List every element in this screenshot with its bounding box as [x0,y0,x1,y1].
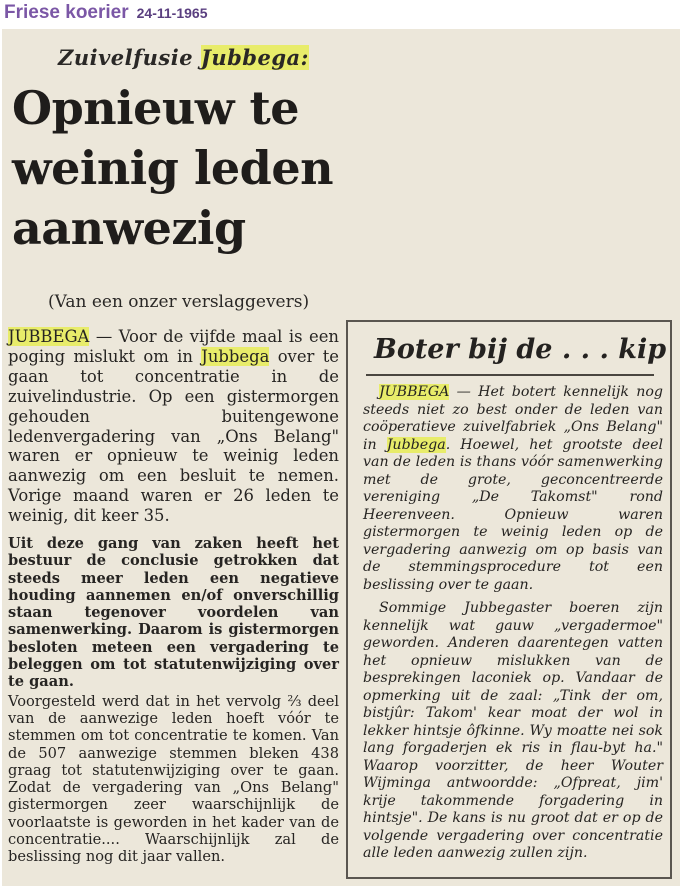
sidebar-rule [366,374,654,376]
article-paragraph: Uit deze gang van zaken heeft het bestuur de conclusie getrokken dat steeds meer leden een negatieve houding aannemen en/of onverschillig staan tegenover voordelen van samenwerking. Daarom is gistermorgen besloten meteen een vergadering te beleggen om tot statutenwijziging over te gaan. [8,535,339,691]
kicker-place-highlight: Jubbega: [200,45,309,70]
headline-line: weinig leden [12,141,334,195]
kicker-prefix: Zuivelfusie [58,45,201,70]
sidebar-text: — Het botert kennelijk nog steeds niet zo best onder de leden van coöperatieve zuivelfabriek „Ons Belang" in [363,384,663,453]
place-highlight: Jubbega [201,346,270,366]
sidebar-text: . Hoewel, het grootste deel van de leden is thans vóór samenwerking met de grote, geconcentreerde vereniging „De Takomst" rond Heerenveen. Opnieuw waren gistermorgen te weinig leden op de vergadering aanwezig om op basis van de stemmingsprocedure tot een beslissing over te gaan. [363,436,664,593]
article-headline [12,78,342,258]
place-highlight: Jubbega [386,436,446,453]
publication-date: 24-11-1965 [136,5,208,21]
article-paragraph: Voorgesteld werd dat in het vervolg ⅔ deel van de aanwezige leden hoeft vóór te stemmen om tot concentratie te komen. Van de 507 aanwezige stemmen bleken 438 graag tot statutenwijziging over te gaan. Zodat de vergadering van „Ons Belang" gistermorgen zeer waarschijnlijk de voorlaatste is geworden in het kader van de concentratie.... Waarschijnlijk zal de beslissing nog dit jaar vallen. [8,692,339,866]
headline-line: aanwezig [12,201,246,255]
newspaper-name: Friese koerier [4,2,129,23]
article-kicker [58,45,309,70]
sidebar-paragraph [363,600,663,863]
article-lede [8,327,339,526]
sidebar-text: Sommige Jubbegaster boeren zijn kennelijk wat gauw „vergadermoe" geworden. Anderen daarentegen vatten het opnieuw mislukken van de besprekingen laconiek op. Vandaar de opmerking uit de zaal: „Tink der om, bistjûr: Takom' kear moat der wol in lekker hintsje ôfkinne. Wy moatte nei sok lang forgaderjen ek ris in flau-byt ha." Waarop voorzitter, de heer Wouter Wijminga antwoordde: „Ofpreat, jim' krije takommende forgadering in hintsje". De kans is nu groot dat er op de volgende vergadering over concentratie alle leden aanwezig zullen zijn. [363,600,663,861]
place-highlight: JUBBEGA [379,384,450,400]
article-byline: (Van een onzer verslaggevers) [48,292,310,312]
headline-line: Opnieuw te [12,81,299,135]
place-highlight: JUBBEGA [8,327,90,346]
header [4,2,207,28]
article-body [8,535,339,866]
sidebar-paragraph [363,384,663,594]
lede-text: — Voor de vijfde maal is een poging mislukt om in [8,327,339,366]
lede-text: over te gaan tot concentratie in de zuivelindustrie. Op een gistermorgen gehouden buitengewone ledenvergadering van „Ons Belang" waren er opnieuw te weinig leden aanwezig om een besluit te nemen. Vorige maand waren er 26 leden te weinig, dit keer 35. [8,346,339,526]
sidebar-title: Boter bij de . . . kip [374,334,667,365]
